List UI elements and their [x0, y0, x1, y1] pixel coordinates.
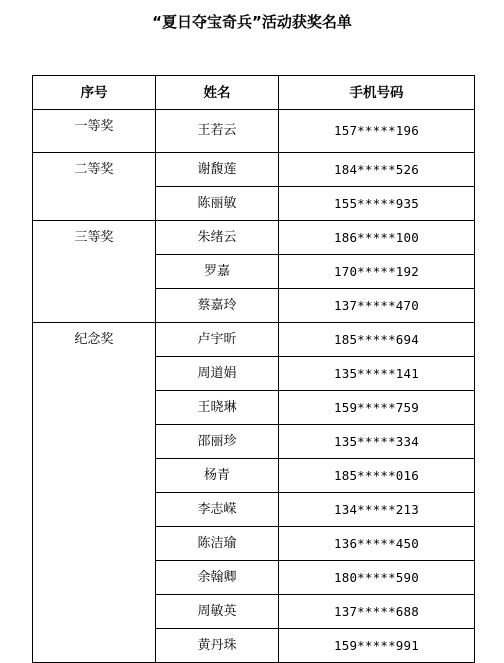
page-title: “夏日夺宝奇兵”活动获奖名单: [152, 13, 352, 31]
prize-cell: 三等奖: [33, 221, 156, 323]
header-prize: 序号: [33, 76, 156, 110]
name-cell: 周敏英: [156, 595, 279, 629]
name-cell: 谢馥莲: [156, 153, 279, 187]
phone-cell: 157*****196: [279, 110, 475, 153]
name-cell: 罗嘉: [156, 255, 279, 289]
header-name: 姓名: [156, 76, 279, 110]
name-cell: 陈丽敏: [156, 187, 279, 221]
name-cell: 邵丽珍: [156, 425, 279, 459]
name-cell: 杨青: [156, 459, 279, 493]
table-body: [33, 110, 475, 663]
name-cell: 卢宇昕: [156, 323, 279, 357]
phone-cell: 137*****470: [279, 289, 475, 323]
phone-cell: 136*****450: [279, 527, 475, 561]
name-cell: 周道娟: [156, 357, 279, 391]
phone-cell: 137*****688: [279, 595, 475, 629]
table-header: [33, 76, 475, 110]
phone-cell: 185*****016: [279, 459, 475, 493]
name-cell: 黄丹珠: [156, 629, 279, 663]
name-cell: 陈洁瑜: [156, 527, 279, 561]
phone-cell: 134*****213: [279, 493, 475, 527]
phone-cell: 159*****759: [279, 391, 475, 425]
name-cell: 李志嵘: [156, 493, 279, 527]
phone-cell: 185*****694: [279, 323, 475, 357]
phone-cell: 159*****991: [279, 629, 475, 663]
name-cell: 朱绪云: [156, 221, 279, 255]
name-cell: 王若云: [156, 110, 279, 153]
phone-cell: 155*****935: [279, 187, 475, 221]
name-cell: 王晓琳: [156, 391, 279, 425]
prize-cell: 纪念奖: [33, 323, 156, 663]
phone-cell: 170*****192: [279, 255, 475, 289]
prize-cell: 一等奖: [33, 110, 156, 153]
name-cell: 余翰卿: [156, 561, 279, 595]
phone-cell: 184*****526: [279, 153, 475, 187]
header-row: [33, 76, 475, 110]
prize-cell: 二等奖: [33, 153, 156, 221]
name-cell: 蔡嘉玲: [156, 289, 279, 323]
table-row: [33, 221, 475, 255]
table-row: [33, 323, 475, 357]
winners-table: [32, 75, 475, 663]
phone-cell: 135*****141: [279, 357, 475, 391]
table-row: [33, 153, 475, 187]
phone-cell: 135*****334: [279, 425, 475, 459]
header-phone: 手机号码: [279, 76, 475, 110]
phone-cell: 180*****590: [279, 561, 475, 595]
table-row: [33, 110, 475, 153]
phone-cell: 186*****100: [279, 221, 475, 255]
